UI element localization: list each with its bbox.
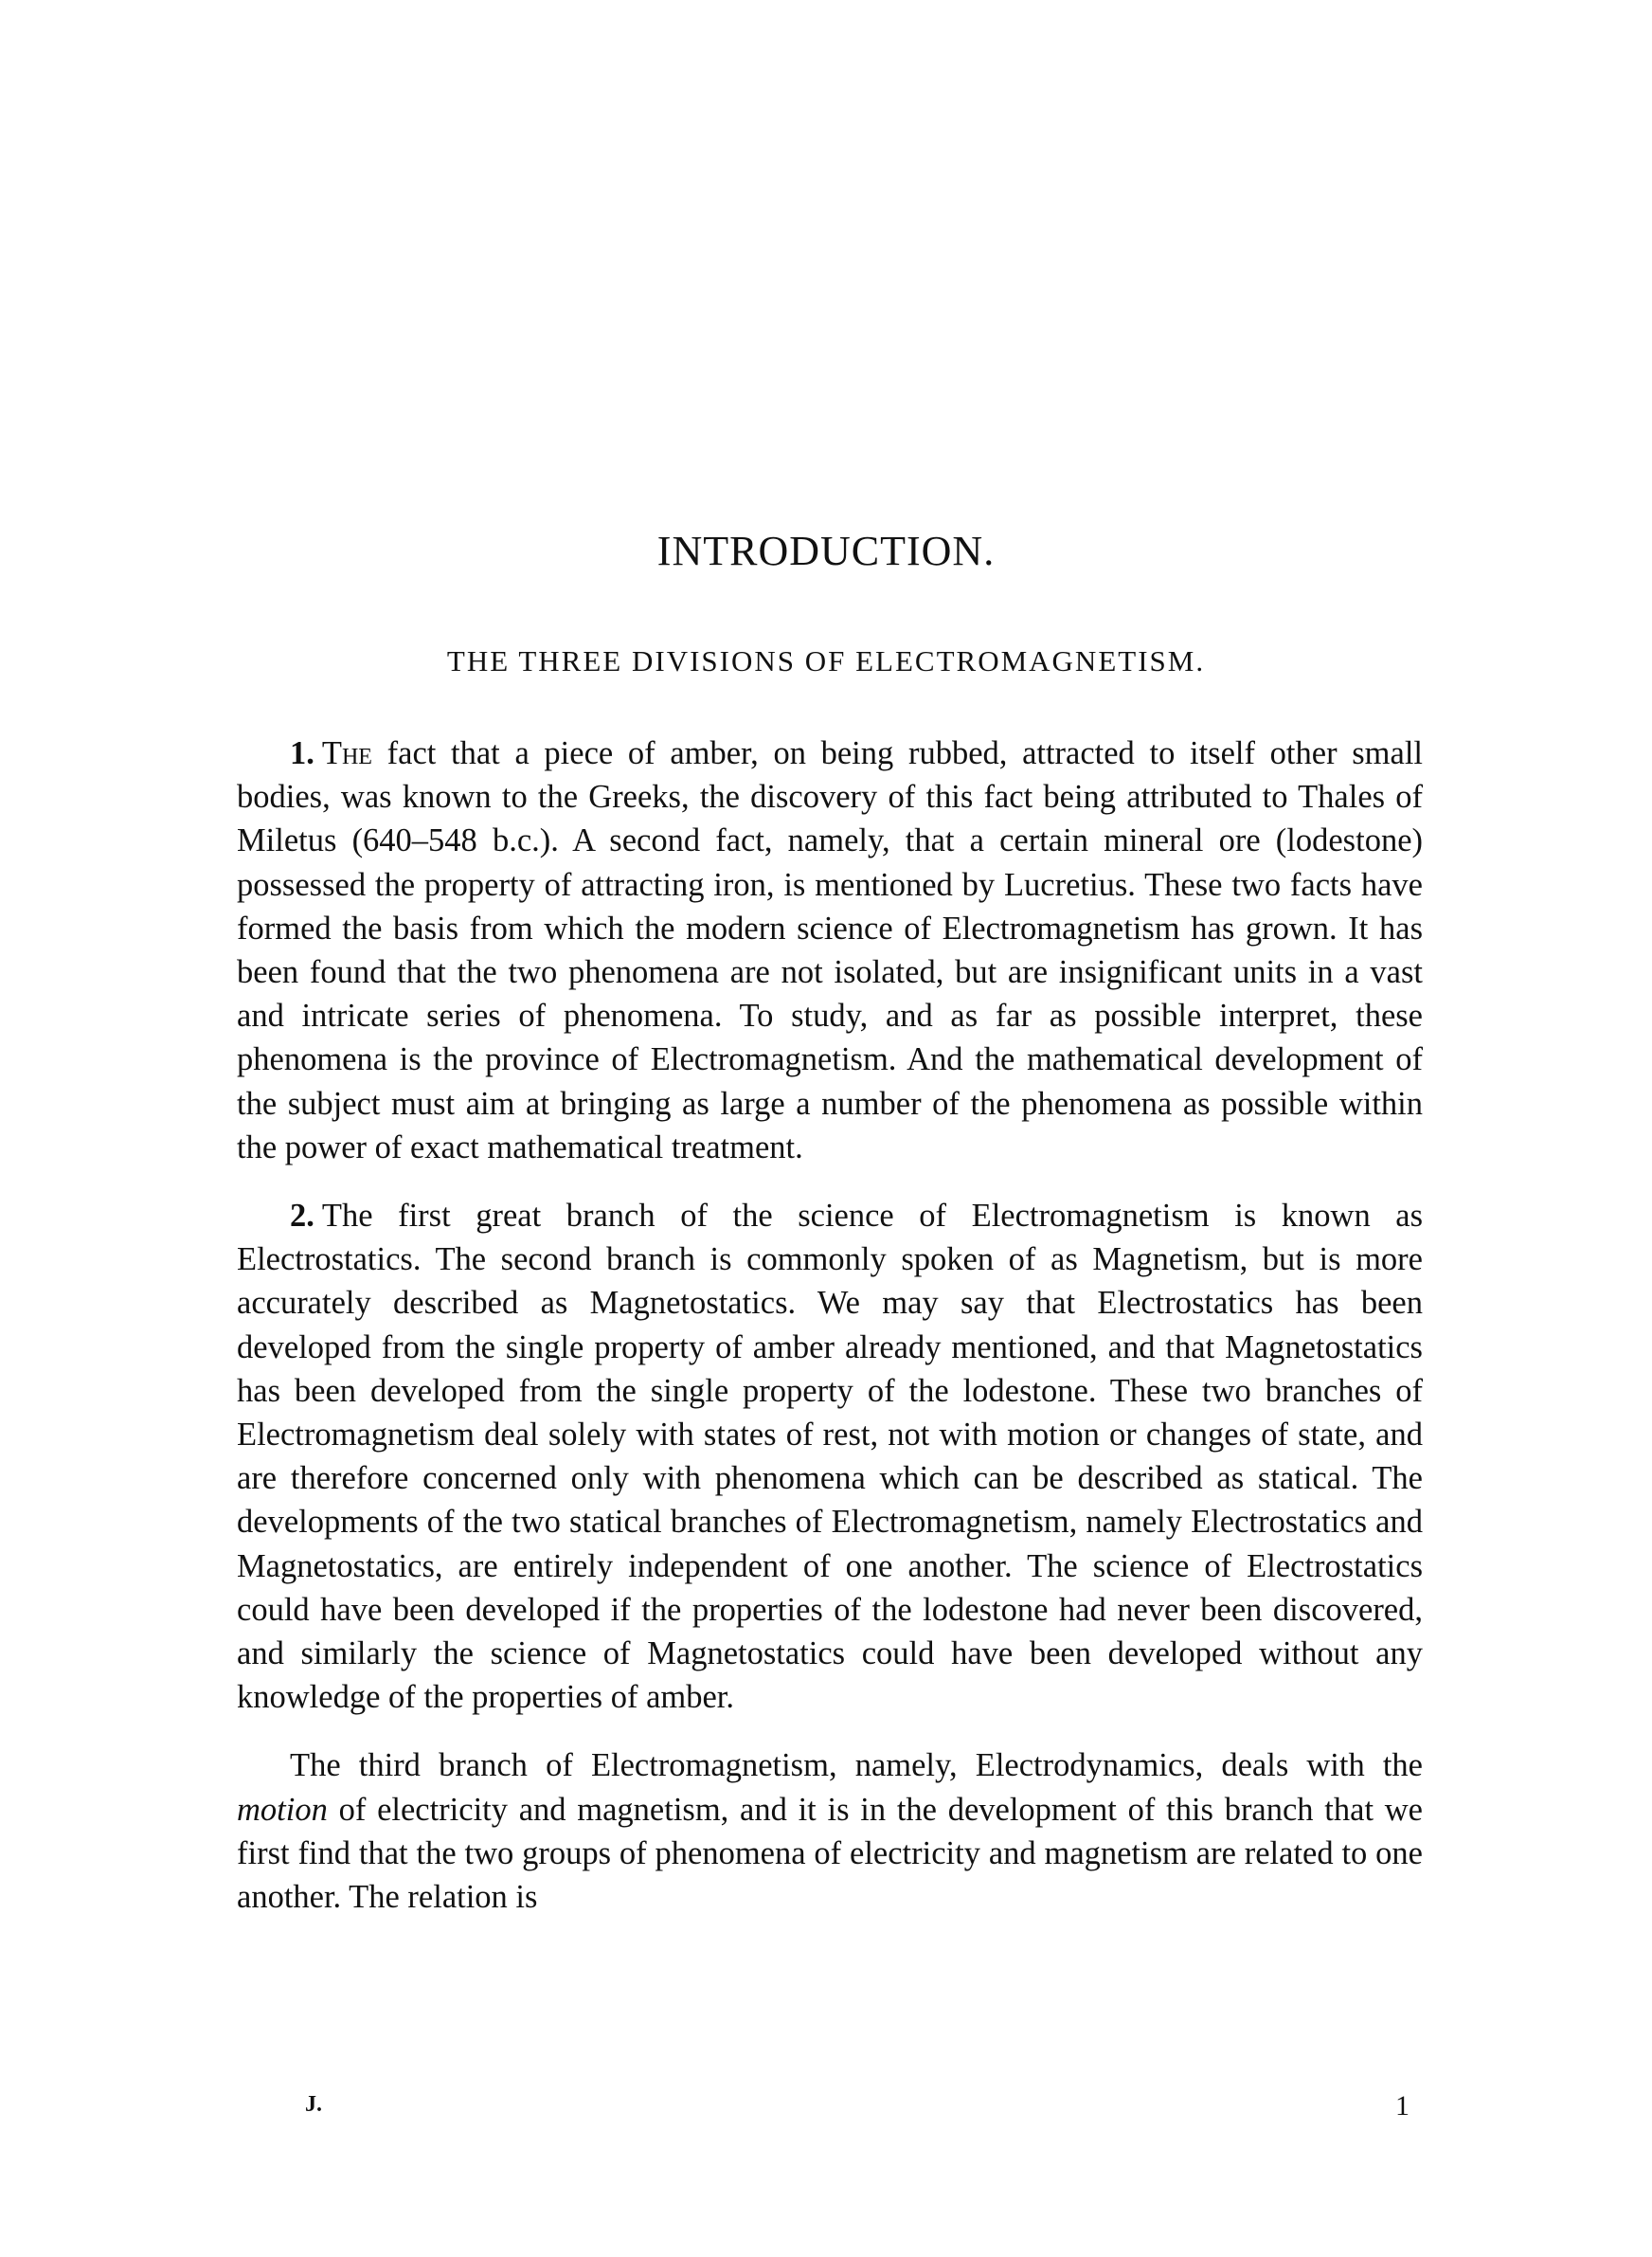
paragraph-lead-word: The [321,735,372,771]
page-number: 1 [1395,2090,1410,2122]
paragraph-text-before: The third branch of Electromagnetism, namely, Electrodynamics, deals with the [290,1747,1423,1784]
paragraph-1 [237,731,1423,1169]
signature-mark: J. [305,2092,322,2117]
paragraph-2 [237,1194,1423,1719]
paragraph-number: 2. [290,1198,314,1235]
paragraph-number: 1. [290,735,314,771]
paragraph-text: The first great branch of the science of Electromagnetism is known as Electrostatics. The second branch is commonly spoken of as Magnetism, but is more accurately described as Magnetostatics. We may say that Electrostatics has been developed from the single property of amber already mentioned, and that Magnetostatics has been developed from the single property of the lodestone. These two branches of Electromagnetism deal solely with states of rest, not with motion or changes of state, and are therefore concerned only with phenomena which can be described as statical. The developments of the two statical branches of Electromagnetism, namely Electrostatics and Magnetostatics, are entirely independent of one another. The science of Electrostatics could have been developed if the properties of the lodestone had never been discovered, and similarly the science of Magnetostatics could have been developed without any knowledge of the properties of amber. [237,1198,1423,1716]
section-title: THE THREE DIVISIONS OF ELECTROMAGNETISM. [446,644,1206,677]
paragraph-text-after: of electricity and magnetism, and it is in the development of this branch that we first find that the two groups of phenomena of electricity and magnetism are related to one another. The relation is [237,1791,1423,1916]
page-footer [237,2090,1423,2128]
paragraph-emphasis: motion [237,1791,328,1828]
paragraph-3 [237,1743,1423,1919]
body-text [237,731,1423,1919]
chapter-title: INTRODUCTION. [656,528,996,574]
paragraph-text: fact that a piece of amber, on being rubbed, attracted to itself other small bodies, was known to the Greeks, the discovery of this fact being attributed to Thales of Miletus (640–548 b.c.). A second fact, namely, that a certain mineral ore (lodestone) possessed the property of attracting iron, is mentioned by Lucretius. These two facts have formed the basis from which the modern science of Electromagnetism has grown. It has been found that the two phenomena are not isolated, but are insignificant units in a vast and intricate series of phenomena. To study, and as far as possible interpret, these phenomena is the province of Electromagnetism. And the mathematical development of the subject must aim at bringing as large a number of the phenomena as possible within the power of exact mathematical treatment. [237,735,1423,1165]
